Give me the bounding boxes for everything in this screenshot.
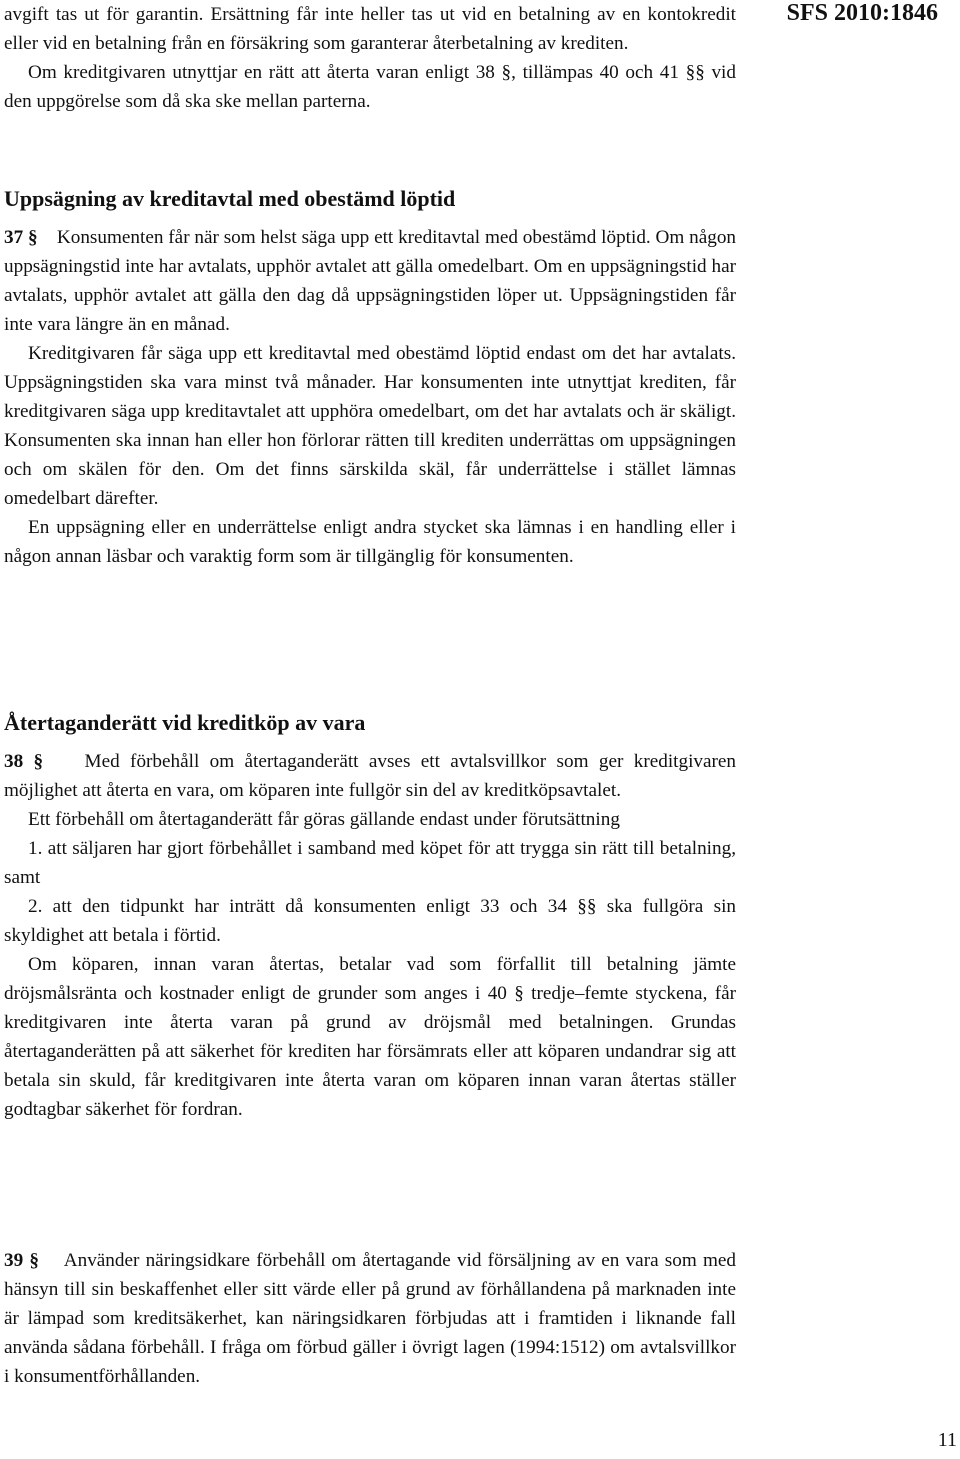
sfs-number: SFS 2010:1846 — [786, 0, 938, 26]
section-heading: Uppsägning av kreditavtal med obestämd löptid — [4, 186, 456, 211]
section-number: 39 § — [4, 1250, 39, 1271]
paragraph-text: Med förbehåll om återtaganderätt avses ett avtalsvillkor som ger kreditgivaren möjlighet att återta en vara, om köparen inte fullgör sin del av kreditköpsavtalet. — [4, 751, 737, 801]
section-atertagande — [4, 708, 736, 1124]
section-39 — [4, 1246, 736, 1391]
list-item-1: 1. att säljaren har gjort förbehållet i samband med köpet för att trygga sin rätt till betalning, samt — [4, 838, 736, 888]
section-heading: Återtaganderätt vid kreditköp av vara — [4, 710, 366, 735]
paragraph-text: Konsumenten får när som helst säga upp ett kreditavtal med obestämd löptid. Om någon uppsägningstid inte har avtalats, upphör avtalet att gälla omedelbart. Om en uppsägningstid har avtalats, upphör avtalet att gälla den dag då uppsägningstiden löper ut. Uppsägningstiden får inte vara längre än en månad. — [4, 227, 737, 335]
paragraph-37-third: En uppsägning eller en underrättelse enligt andra stycket ska lämnas i en handling eller i någon annan läsbar och varaktig form som är tillgänglig för konsumenten. — [4, 517, 736, 567]
continuation-text: avgift tas ut för garantin. Ersättning får inte heller tas ut vid en betalning av en kontokredit eller vid en betalning från en försäkring som garanterar återbetalning av krediten. — [4, 4, 736, 54]
section-uppsagning — [4, 184, 736, 571]
intro-block — [4, 0, 736, 116]
intro-paragraph: Om kreditgivaren utnyttjar en rätt att återta varan enligt 38 §, tillämpas 40 och 41 §§ vid den uppgörelse som då ska ske mellan parterna. — [4, 62, 736, 112]
paragraph-38-second: Ett förbehåll om återtaganderätt får göras gällande endast under förutsättning — [28, 809, 620, 830]
list-item-2: 2. att den tidpunkt har inträtt då konsumenten enligt 33 och 34 §§ ska fullgöra sin skyldighet att betala i förtid. — [4, 896, 736, 946]
paragraph-text: Använder näringsidkare förbehåll om återtagande vid försäljning av en vara som med hänsyn till sin beskaffenhet eller sitt värde eller på grund av förhållandena på marknaden inte är lämpad som kreditsäkerhet, kan näringsidkaren förbjudas att i framtiden i liknande fall använda sådana förbehåll. I fråga om förbud gäller i övrigt lagen (1994:1512) om avtalsvillkor i konsumentförhållanden. — [4, 1250, 737, 1387]
paragraph-39 — [4, 1246, 736, 1391]
paragraph-38-third: Om köparen, innan varan återtas, betalar vad som förfallit till betalning jämte dröjsmålsränta och kostnader enligt de grunder som anges i 40 § tredje–femte styckena, får kreditgivaren inte återta varan på grund av dröjsmål med betalningen. Grundas återtaganderätten på att säkerhet för krediten har försämrats eller att köparen undandrar sig att betala sin skuld, får kreditgivaren inte återta varan om köparen innan varan återtas ställer godtagbar säkerhet för fordran. — [4, 954, 736, 1120]
page-number: 11 — [937, 1429, 957, 1451]
section-number: 37 § — [4, 227, 38, 248]
paragraph-37-first — [4, 223, 736, 339]
paragraph-38-first — [4, 747, 736, 805]
paragraph-37-second: Kreditgivaren får säga upp ett kreditavtal med obestämd löptid endast om det har avtalats. Uppsägningstiden ska vara minst två månader. Har konsumenten inte utnyttjat krediten, får kreditgivaren säga upp kreditavtalet att upphöra omedelbart, om det har avtalats och är skäligt. Konsumenten ska innan han eller hon förlorar rätten till krediten underrättas om uppsägningen och om skälen för den. Om det finns särskilda skäl, får underrättelse i stället lämnas omedelbart därefter. — [4, 343, 736, 509]
section-number: 38 § — [4, 751, 44, 772]
